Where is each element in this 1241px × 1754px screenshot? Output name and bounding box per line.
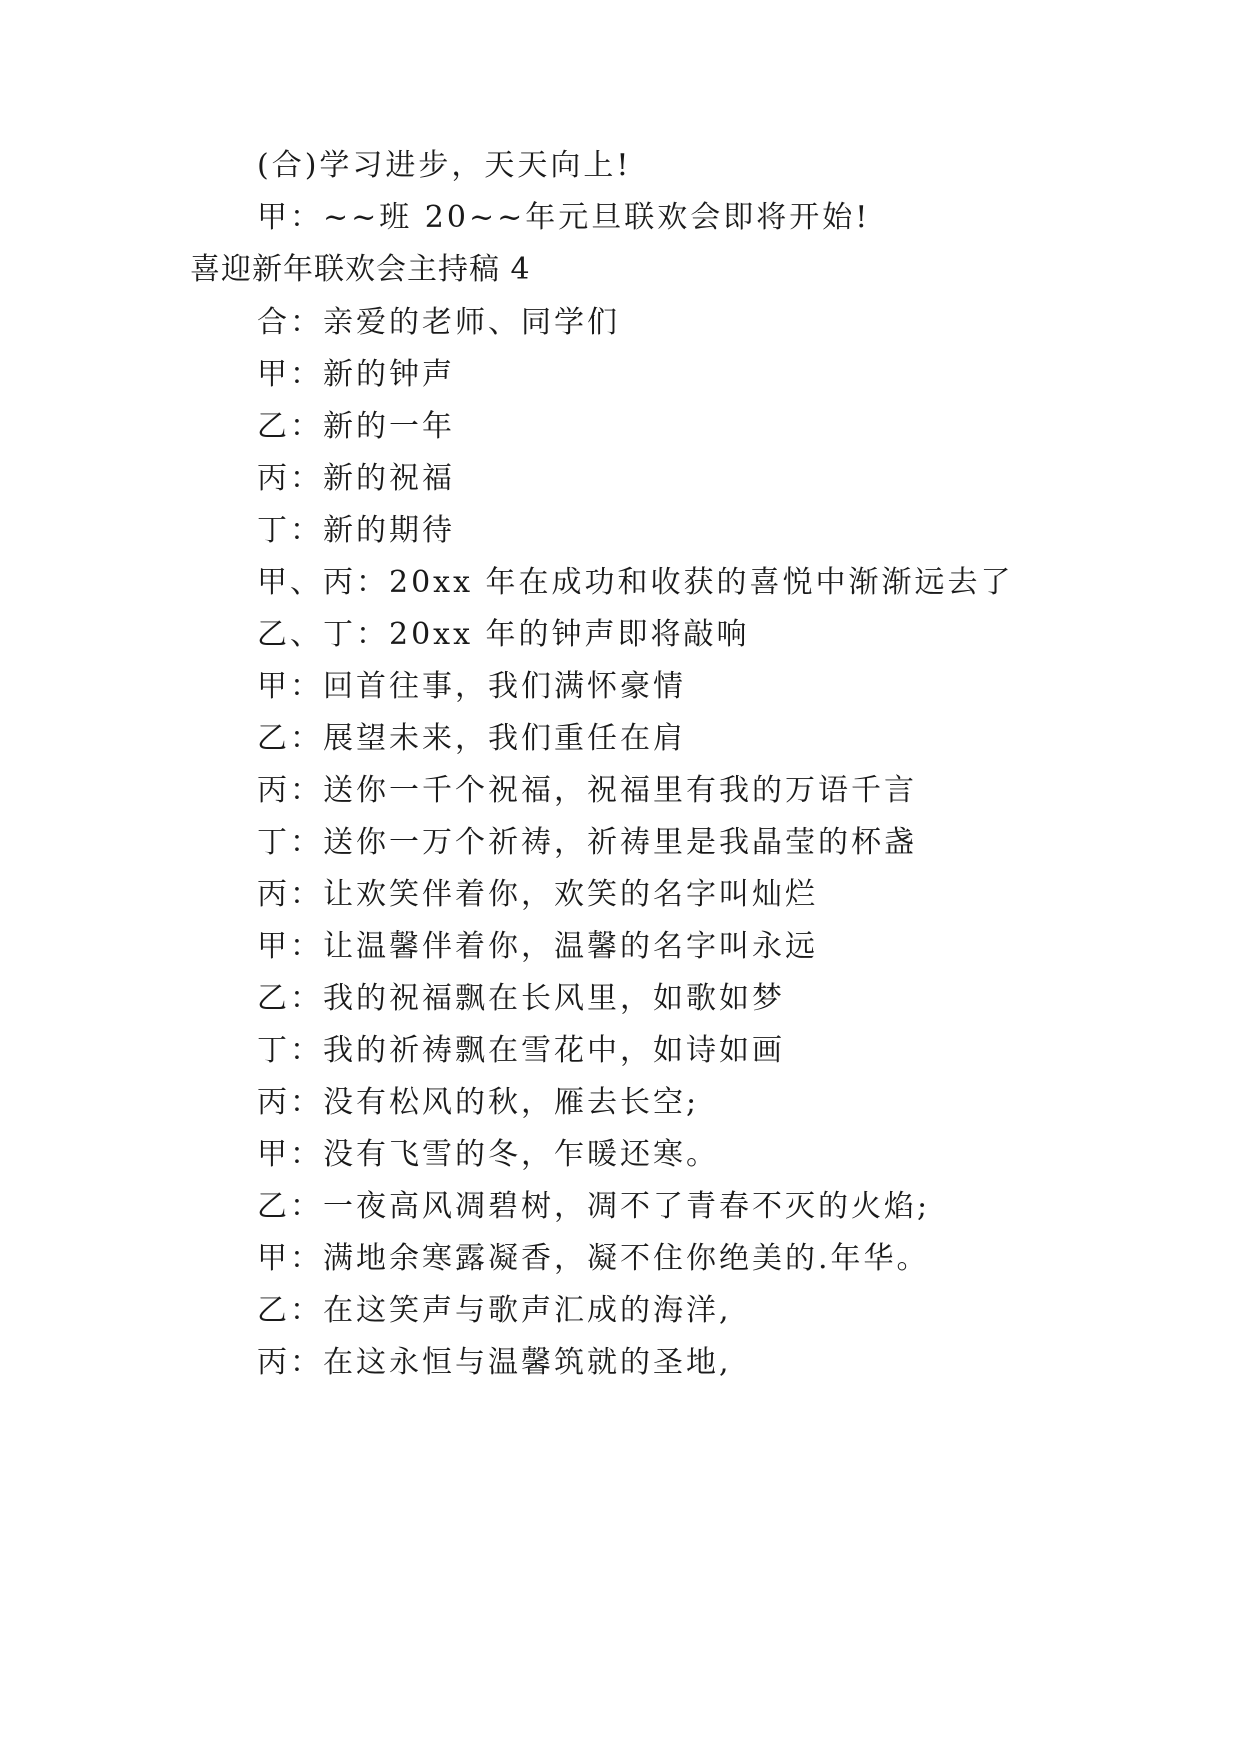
text-line: 丁：我的祈祷飘在雪花中，如诗如画 [257, 1033, 785, 1068]
text-line: 乙：我的祝福飘在长风里，如歌如梦 [257, 981, 785, 1016]
text-line: (合)学习进步，天天向上! [257, 148, 632, 183]
section-heading: 喜迎新年联欢会主持稿 4 [190, 252, 531, 287]
text-line: 乙、丁：20xx 年的钟声即将敲响 [257, 617, 750, 652]
text-line: 乙：展望未来，我们重任在肩 [257, 721, 686, 756]
text-line: 乙：新的一年 [257, 409, 455, 444]
text-line: 丙：新的祝福 [257, 461, 455, 496]
text-line: 甲：满地余寒露凝香，凝不住你绝美的.年华。 [257, 1241, 930, 1276]
text-line: 甲：没有飞雪的冬，乍暖还寒。 [257, 1137, 719, 1172]
text-line: 丙：在这永恒与温馨筑就的圣地, [257, 1345, 732, 1380]
text-line: 甲：新的钟声 [257, 357, 455, 392]
text-line: 甲、丙：20xx 年在成功和收获的喜悦中渐渐远去了 [257, 565, 1014, 600]
text-line: 合：亲爱的老师、同学们 [257, 305, 620, 340]
text-line: 甲：~~班 20~~年元旦联欢会即将开始! [257, 200, 871, 235]
text-line: 甲：让温馨伴着你，温馨的名字叫永远 [257, 929, 818, 964]
text-line: 乙：一夜高风凋碧树，凋不了青春不灭的火焰; [257, 1189, 931, 1224]
text-line: 甲：回首往事，我们满怀豪情 [257, 669, 686, 704]
text-line: 丙：没有松风的秋，雁去长空; [257, 1085, 700, 1120]
text-line: 乙：在这笑声与歌声汇成的海洋, [257, 1293, 732, 1328]
text-line: 丙：送你一千个祝福，祝福里有我的万语千言 [257, 773, 917, 808]
text-line: 丁：送你一万个祈祷，祈祷里是我晶莹的杯盏 [257, 825, 917, 860]
text-line: 丙：让欢笑伴着你，欢笑的名字叫灿烂 [257, 877, 818, 912]
text-line: 丁：新的期待 [257, 513, 455, 548]
